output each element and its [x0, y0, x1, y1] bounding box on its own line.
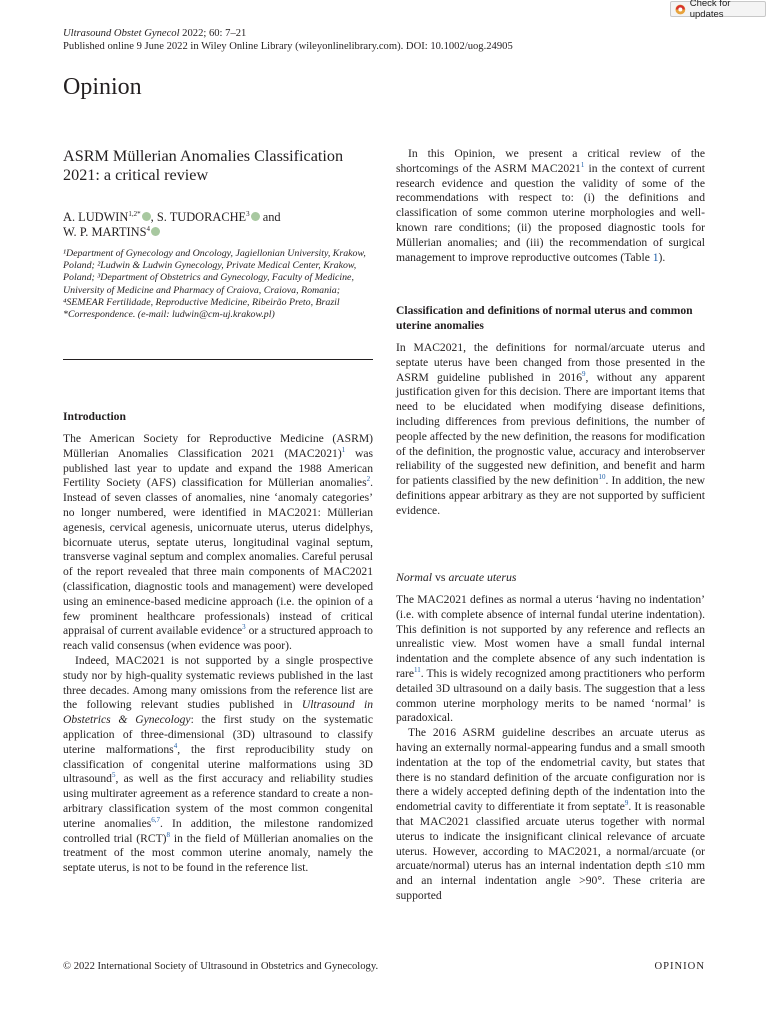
- divider-rule: [63, 359, 373, 360]
- journal-reference: [63, 27, 246, 40]
- citation-link[interactable]: 5: [111, 771, 116, 780]
- orcid-icon[interactable]: [251, 212, 260, 221]
- author-ludwin-affil: 1,2*: [128, 210, 141, 218]
- article-type-footer: OPINION: [654, 961, 705, 972]
- author-tudorache: , S. TUDORACHE: [150, 210, 247, 224]
- author-tudorache-affil: 3: [246, 210, 250, 218]
- arcuate-paragraph: The 2016 ASRM guideline describes an arcuate uterus as having an externally normal-appearing fundus and a small smooth indentation at the top of the endometrial cavity, but states that there is no standard definition of the arcuate configuration nor is there a widely accepted defining depth of the indentation into the endometrial cavity to differentiate it from septate$^9$. It is reasonable that MAC2021 classified arcuate uterus together with normal uterus to indicate the insignificant clinical relevance of arcuate uterus. However, according to MAC2021, a normal/arcuate (or arcuate/normal) uterus has an internal indentation depth ≤10 mm and an internal indentation angle >90°. These criteria are supported: [396, 726, 705, 902]
- orcid-icon[interactable]: [151, 227, 160, 236]
- section-title: Opinion: [63, 74, 142, 100]
- crossmark-icon: [675, 4, 686, 15]
- intro-paragraph-1: The American Society for Reproductive Medicine (ASRM) Müllerian Anomalies Classification 2021 (MAC2021)$^1$ was published last year to update and expand the 1988 American Fertility Society (AFS) classification for Müllerian anomalies$^2$. Instead of seven classes of anomalies, nine ‘anomaly categories’ no longer numbered, were identified in MAC2021: Müllerian agenesis, cervical agenesis, unicornuate uterus, uterus didelphys, bicornuate uterus, septate uterus, longitudinal vaginal septum, transverse vaginal septum and complex anomalies. Careful perusal of the report revealed that three main components of MAC2021 (classification, diagnostic tools and management) were developed using an eminence-based medicine approach (i.e. the opinion of a few prominent healthcare professionals) instead of critical appraisal of current available evidence$^3$ or a structured approach to reach valid consensus (when evidence was poor).: [63, 432, 373, 653]
- author-martins: W. P. MARTINS: [63, 225, 147, 239]
- table-link[interactable]: 1: [652, 250, 659, 264]
- check-for-updates-label: Check for updates: [689, 0, 731, 20]
- correspondence: *Correspondence. (e-mail: ludwin@cm-uj.krakow.pl): [63, 309, 275, 321]
- normal-paragraph: The MAC2021 defines as normal a uterus ‘having no indentation’ (i.e. with complete absence of internal fundal uterine indentation). This definition is not supported by any reference and reflects an unrealistic view. Most women have a small fundal internal indentation and the complete absence of any such indentation is rare$^{11}$. This is widely recognized among practitioners who perform detailed 3D ultrasound on a daily basis. The suggestion that a less common uterine morphology merits to be named ‘normal’ is paradoxical.: [396, 593, 705, 725]
- normal-vs-arcuate-body: [396, 593, 705, 904]
- copyright-footer: © 2022 International Society of Ultrasound in Obstetrics and Gynecology.: [63, 961, 379, 972]
- normal-vs-arcuate-subheading: Normal vs arcuate uterus: [396, 570, 517, 584]
- citation-link[interactable]: 8: [166, 830, 171, 839]
- citation-link[interactable]: 6,7: [151, 815, 161, 824]
- journal-mention: Ultrasound in Obstetrics & Gynecology: [63, 698, 373, 727]
- citation-link[interactable]: 2: [366, 475, 371, 484]
- and-connector: and: [259, 210, 281, 224]
- citation-link[interactable]: 4: [173, 741, 178, 750]
- classification-heading: Classification and definitions of normal uterus and common uterine anomalies: [396, 304, 693, 332]
- paper-title: ASRM Müllerian Anomalies Classification 2021: a critical review: [63, 147, 344, 184]
- check-for-updates-button[interactable]: [670, 0, 766, 20]
- intro-paragraph-2: Indeed, MAC2021 is not supported by a single prospective study nor by high-quality systematic reviews published in the last three decades. Among many omissions from the reference list are the following relevant studies published in Ultrasound in Obstetrics & Gynecology: the first study on the systematic application of three-dimensional (3D) ultrasound to classify uterine malformations$^4$, the first reproducibility study on classification of congenital uterine malformations using 3D ultrasound$^5$, as well as the first accuracy and reliability studies using multirater agreement as a reference standard to create a non-arbitrary classification system of the most common congenital uterine anomalies$^{6,7}$. In addition, the milestone randomized controlled trial (RCT)$^8$ in the field of Müllerian anomalies on the treatment of the most common uterine anomaly, namely the septate uterus, is not to be found in the reference list.: [63, 653, 373, 875]
- orcid-icon[interactable]: [142, 212, 151, 221]
- author-list: [63, 210, 373, 240]
- affiliations-block: [63, 248, 373, 321]
- intro-heading: Introduction: [63, 410, 126, 423]
- citation-link[interactable]: 10: [598, 473, 606, 482]
- citation-link[interactable]: 1: [580, 160, 585, 169]
- citation-link[interactable]: 11: [414, 665, 421, 674]
- author-martins-affil: 4: [146, 225, 150, 233]
- citation-link[interactable]: 9: [582, 369, 586, 378]
- journal-volume: 2022; 60: 7–21: [179, 28, 247, 39]
- author-ludwin: A. LUDWIN: [63, 210, 129, 224]
- citation-link[interactable]: 1: [341, 445, 346, 454]
- intro-body: [63, 432, 373, 876]
- opinion-intro-paragraph: In this Opinion, we present a critical review of the shortcomings of the ASRM MAC2021$^1$ in the context of current research evidence and question the validity of some of the recommendations with respect to: (i) the definitions and classification of some common uterine morphologies and well-known rare conditions; (ii) the proposed diagnostic tools for Müllerian anomalies; and (iii) the recommendation of surgical management to improve reproductive outcomes (Table 1).: [396, 147, 705, 264]
- journal-name: Ultrasound Obstet Gynecol: [63, 28, 180, 39]
- citation-link[interactable]: 3: [242, 623, 246, 632]
- publication-line: Published online 9 June 2022 in Wiley Online Library (wileyonlinelibrary.com). DOI: 10.1002/uog.24905: [63, 41, 513, 52]
- classification-paragraph: In MAC2021, the definitions for normal/arcuate uterus and septate uterus have been changed from those presented in the ASRM guideline published in 2016$^9$, without any apparent justification given for this decision. There are important items that need to be elucidated when modifying disease definitions, including differences from previous definitions, the number of people affected by the new definition, the reasons for modification of the definition, the prognostic value, accuracy and interobserver reliability of the suggested new definition, and benefit and harm for patients classified by the new definition$^{10}$. In addition, the new definitions appear arbitrary as they are not supported by sufficient evidence.: [396, 341, 706, 517]
- affiliations: ¹Department of Gynecology and Oncology, Jagiellonian University, Krakow, Poland; ²Ludwin & Ludwin Gynecology, Private Medical Center, Krakow, Poland; ³Department of Obstetrics and Gynecology, Faculty of Medicine, University of Medicine and Pharmacy of Craiova, Craiova, Romania; ⁴SEMEAR Fertilidade, Reproductive Medicine, Ribeirão Preto, Brazil: [63, 248, 366, 308]
- citation-link[interactable]: 9: [624, 799, 629, 808]
